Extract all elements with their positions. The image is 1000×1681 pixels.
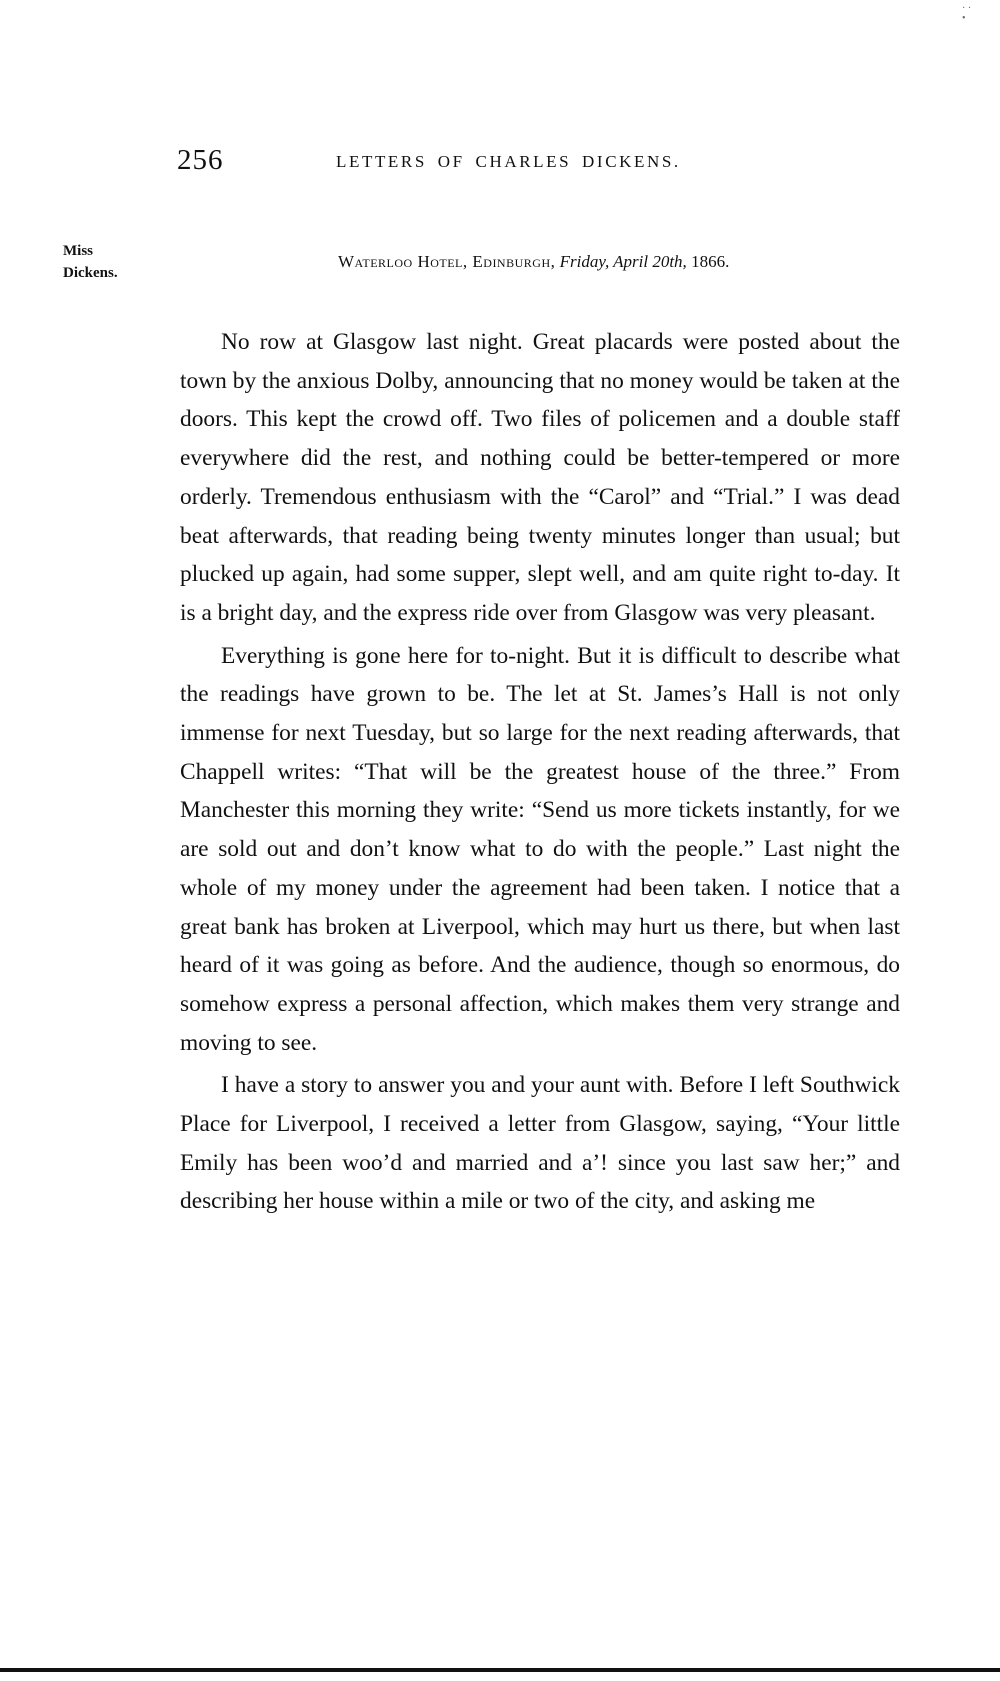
dateline-date: Friday, April 20th, <box>559 252 687 271</box>
page-number: 256 <box>177 144 224 176</box>
letter-body <box>180 323 900 1225</box>
page-bottom-edge <box>0 1668 1000 1672</box>
paragraph: Everything is gone here for to-night. But it is difficult to describe what the readings have grown to be. The let at St. James’s Hall is not only immense for next Tuesday, but so large for the next reading afterwards, that Chappell writes: “That will be the greatest house of the three.” From Manchester this morning they write: “Send us more tickets instantly, for we are sold out and don’t know what to do with the people.” Last night the whole of my money under the agreement had been taken. I notice that a great bank has broken at Liverpool, which may hurt us there, but when last heard of it was going as before. And the audience, though so enormous, do somehow express a personal affection, which makes them very strange and moving to see. <box>180 642 900 1056</box>
page-speck-marks: · · • <box>962 3 972 24</box>
paragraph: I have a story to answer you and your aunt with. Before I left Southwick Place for Liverpool, I received a letter from Glasgow, saying, “Your little Emily has been woo’d and married and a’! since you last saw her;” and describing her house within a mile or two of the city, and asking me <box>180 1072 900 1215</box>
side-note-line-2: Dickens. <box>63 265 118 281</box>
running-title: LETTERS OF CHARLES DICKENS. <box>336 152 681 171</box>
dateline-year: 1866. <box>691 252 730 271</box>
letter-dateline <box>338 250 900 274</box>
dateline-place: Waterloo Hotel, Edinburgh, <box>338 252 556 271</box>
side-note <box>63 240 118 284</box>
side-note-line-1: Miss <box>63 243 93 259</box>
paragraph: No row at Glasgow last night. Great placards were posted about the town by the anxious Dolby, announcing that no money would be taken at the doors. This kept the crowd off. Two files of policemen and a double staff everywhere did the rest, and nothing could be better-tempered or more orderly. Tremendous enthusiasm with the “Carol” and “Trial.” I was dead beat afterwards, that reading being twenty minutes longer than usual; but plucked up again, had some supper, slept well, and am quite right to-day. It is a bright day, and the express ride over from Glasgow was very pleasant. <box>180 329 900 626</box>
